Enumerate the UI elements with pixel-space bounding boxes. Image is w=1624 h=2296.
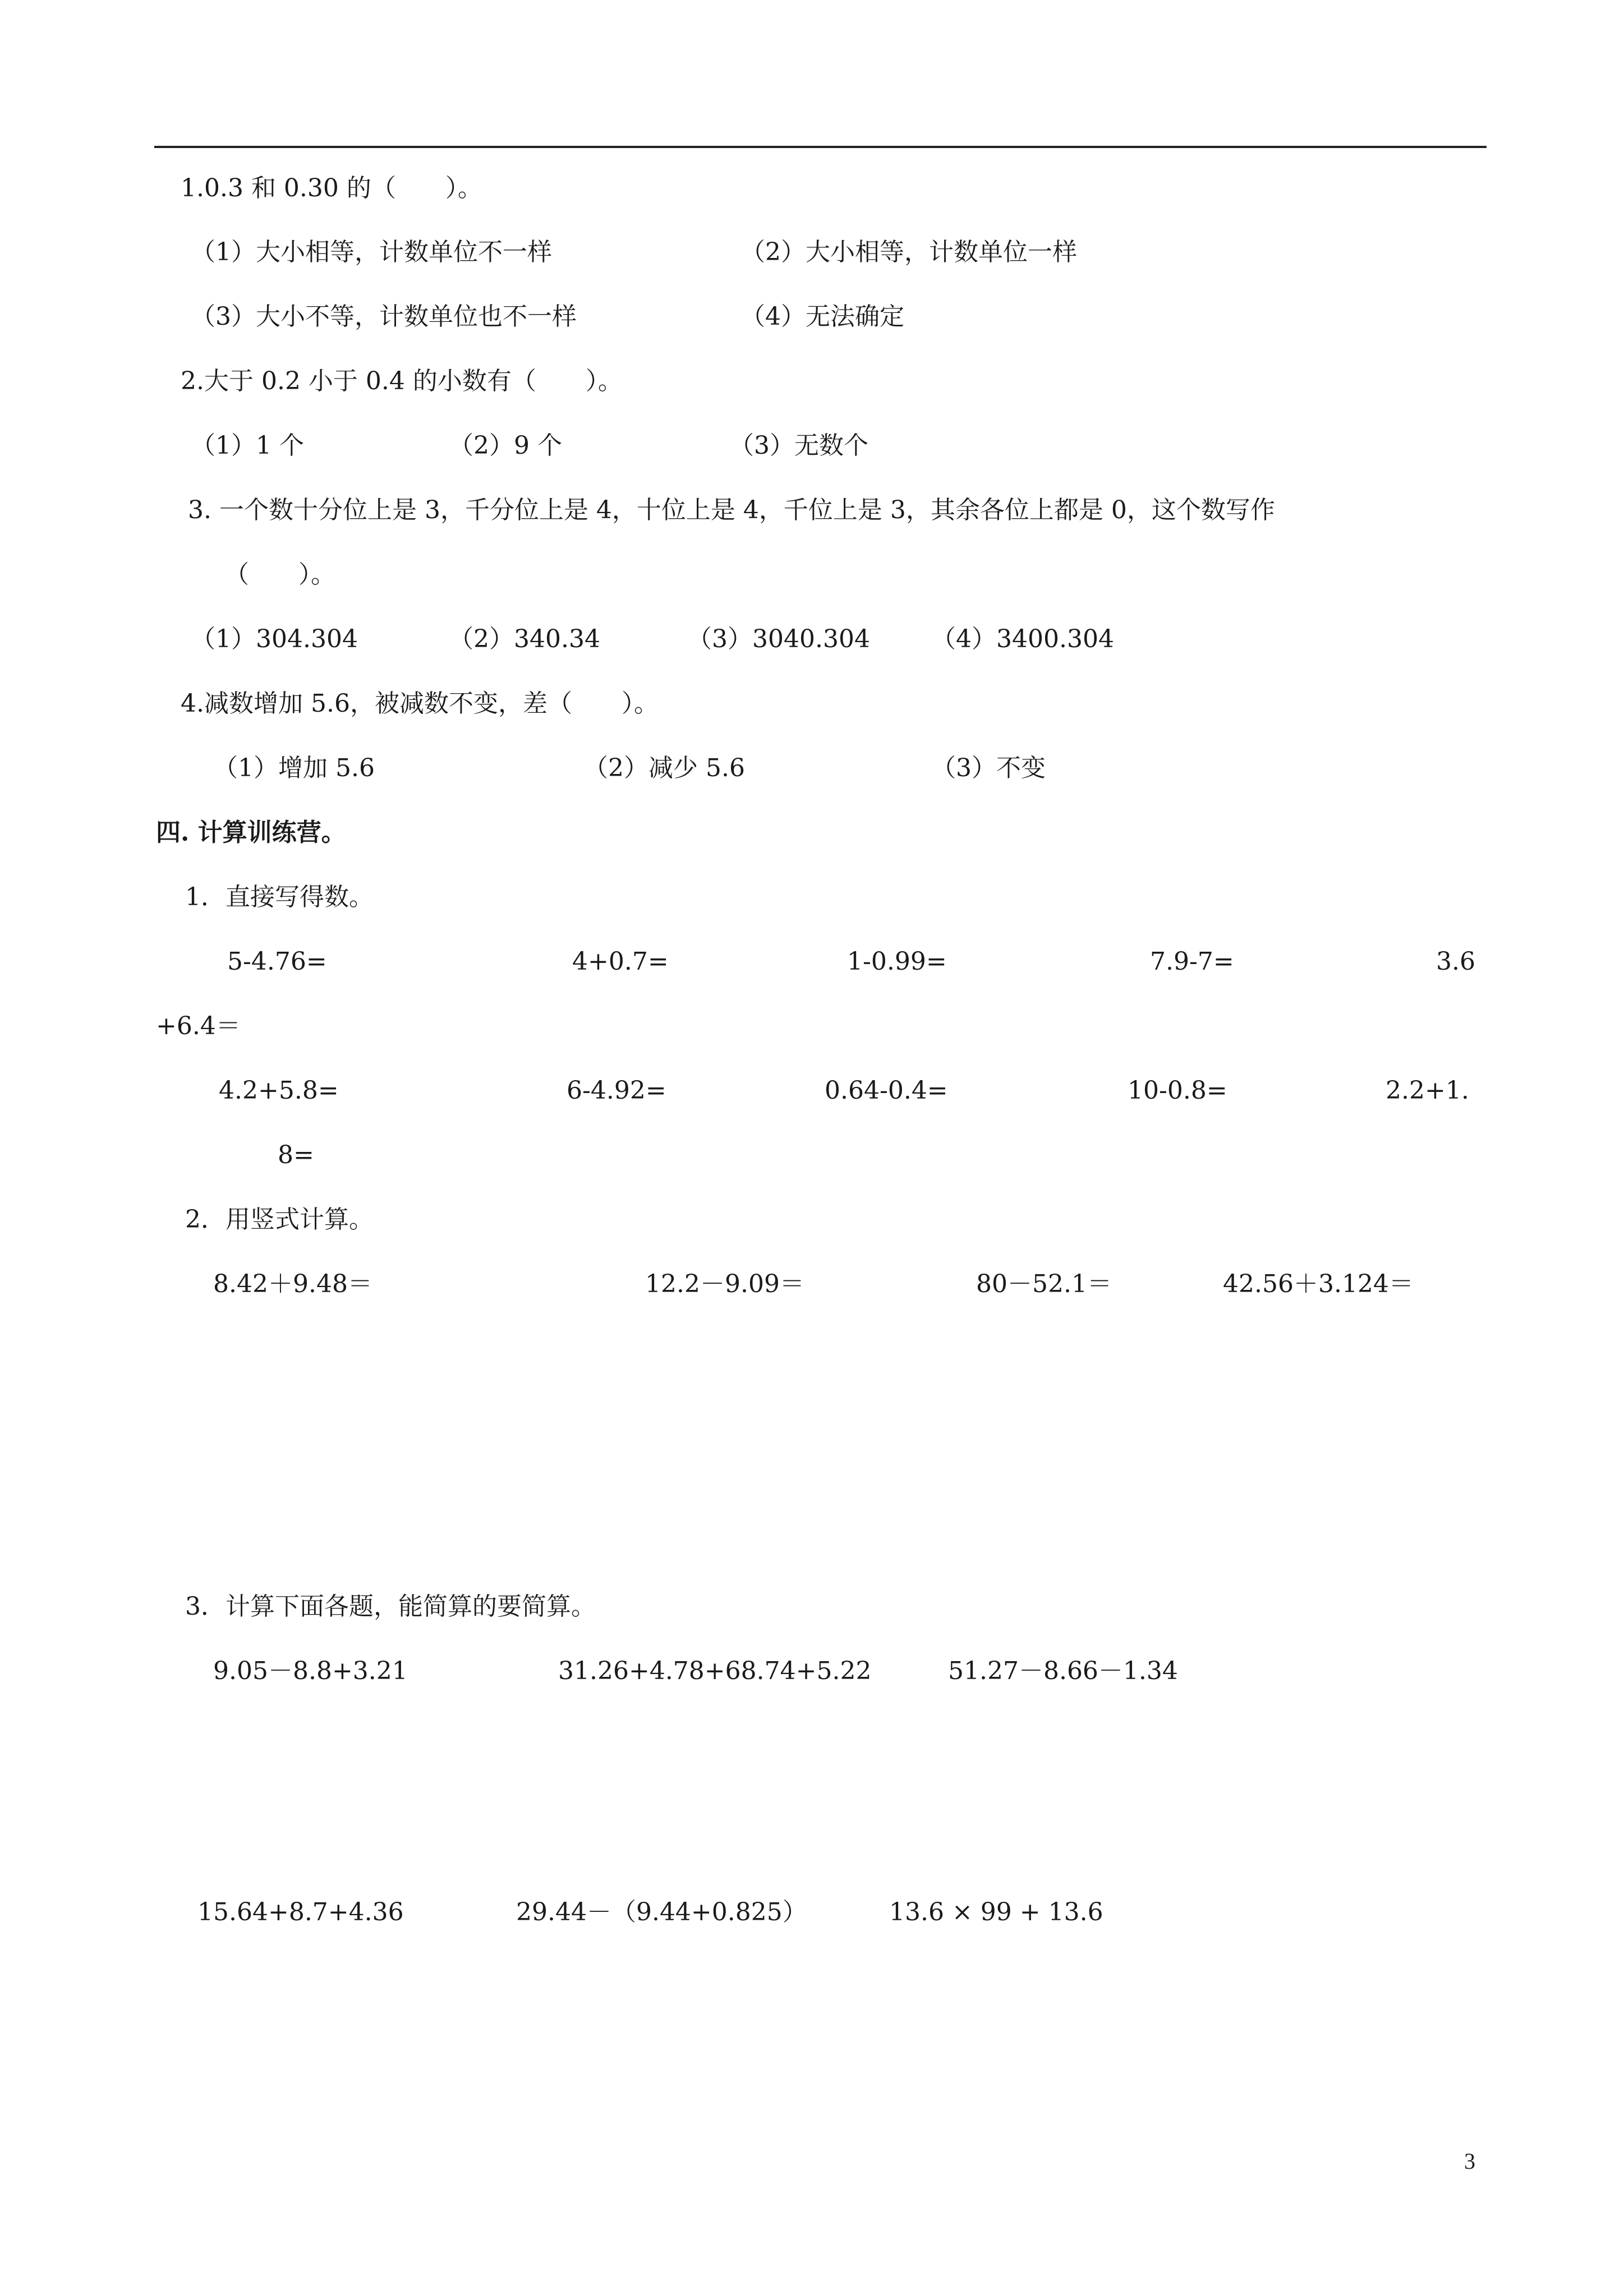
oral-calc-item: 6-4.92= <box>567 1076 666 1105</box>
q1-stem: 1.0.3 和 0.30 的（ ）。 <box>181 174 482 202</box>
q3-option-4: （4）3400.304 <box>931 625 1114 653</box>
oral-calc-item: 10-0.8= <box>1128 1076 1227 1105</box>
q3-option-3: （3）3040.304 <box>687 625 870 653</box>
section-4-title: 四. 计算训练营。 <box>156 818 346 847</box>
q1-option-3: （3）大小不等，计数单位也不一样 <box>191 302 577 331</box>
q2-option-2: （2）9 个 <box>449 431 562 460</box>
header-rule <box>154 146 1487 148</box>
oral-calc-item: 5-4.76= <box>227 947 327 976</box>
oral-calc-item: 7.9-7= <box>1150 947 1234 976</box>
part3-title: 3．计算下面各题，能简算的要简算。 <box>185 1592 596 1621</box>
simplify-calc-item: 15.64+8.7+4.36 <box>197 1898 404 1926</box>
oral-calc-wrap: 8= <box>278 1141 314 1169</box>
q2-option-1: （1）1 个 <box>191 431 304 460</box>
oral-calc-item: 1-0.99= <box>847 947 947 976</box>
oral-calc-item: 2.2+1. <box>1386 1076 1469 1105</box>
page-number: 3 <box>1464 2149 1475 2174</box>
q2-stem: 2.大于 0.2 小于 0.4 的小数有（ ）。 <box>181 367 623 395</box>
q3-stem-line2: （ ）。 <box>224 560 335 589</box>
vertical-calc-item: 12.2－9.09＝ <box>645 1270 804 1298</box>
q4-stem: 4.减数增加 5.6，被减数不变，差（ ）。 <box>181 689 659 718</box>
simplify-calc-item: 9.05－8.8+3.21 <box>213 1657 408 1685</box>
simplify-calc-item: 29.44－（9.44+0.825） <box>516 1898 807 1926</box>
vertical-calc-item: 8.42＋9.48＝ <box>213 1270 372 1298</box>
vertical-calc-item: 80－52.1＝ <box>976 1270 1112 1298</box>
vertical-calc-item: 42.56＋3.124＝ <box>1223 1270 1414 1298</box>
part1-title: 1．直接写得数。 <box>185 883 374 911</box>
q3-option-1: （1）304.304 <box>191 625 358 653</box>
q4-option-2: （2）减少 5.6 <box>583 754 745 782</box>
q3-option-2: （2）340.34 <box>449 625 600 653</box>
oral-calc-wrap: +6.4＝ <box>156 1012 241 1040</box>
q1-option-2: （2）大小相等，计数单位一样 <box>740 238 1077 266</box>
oral-calc-item: 0.64-0.4= <box>825 1076 948 1105</box>
simplify-calc-item: 13.6 × 99 + 13.6 <box>889 1898 1103 1926</box>
oral-calc-item: 3.6 <box>1436 947 1475 976</box>
part2-title: 2．用竖式计算。 <box>185 1205 374 1234</box>
oral-calc-item: 4+0.7= <box>572 947 669 976</box>
q3-stem-line1: 3. 一个数十分位上是 3，千分位上是 4，十位上是 4，千位上是 3，其余各位上都是 0，这个数写作 <box>188 496 1275 524</box>
oral-calc-item: 4.2+5.8= <box>219 1076 339 1105</box>
q2-option-3: （3）无数个 <box>729 431 868 460</box>
simplify-calc-item: 51.27－8.66－1.34 <box>948 1657 1178 1685</box>
simplify-calc-item: 31.26+4.78+68.74+5.22 <box>558 1657 872 1685</box>
q4-option-1: （1）增加 5.6 <box>213 754 375 782</box>
q1-option-1: （1）大小相等，计数单位不一样 <box>191 238 552 266</box>
q4-option-3: （3）不变 <box>931 754 1046 782</box>
q1-option-4: （4）无法确定 <box>740 302 904 331</box>
